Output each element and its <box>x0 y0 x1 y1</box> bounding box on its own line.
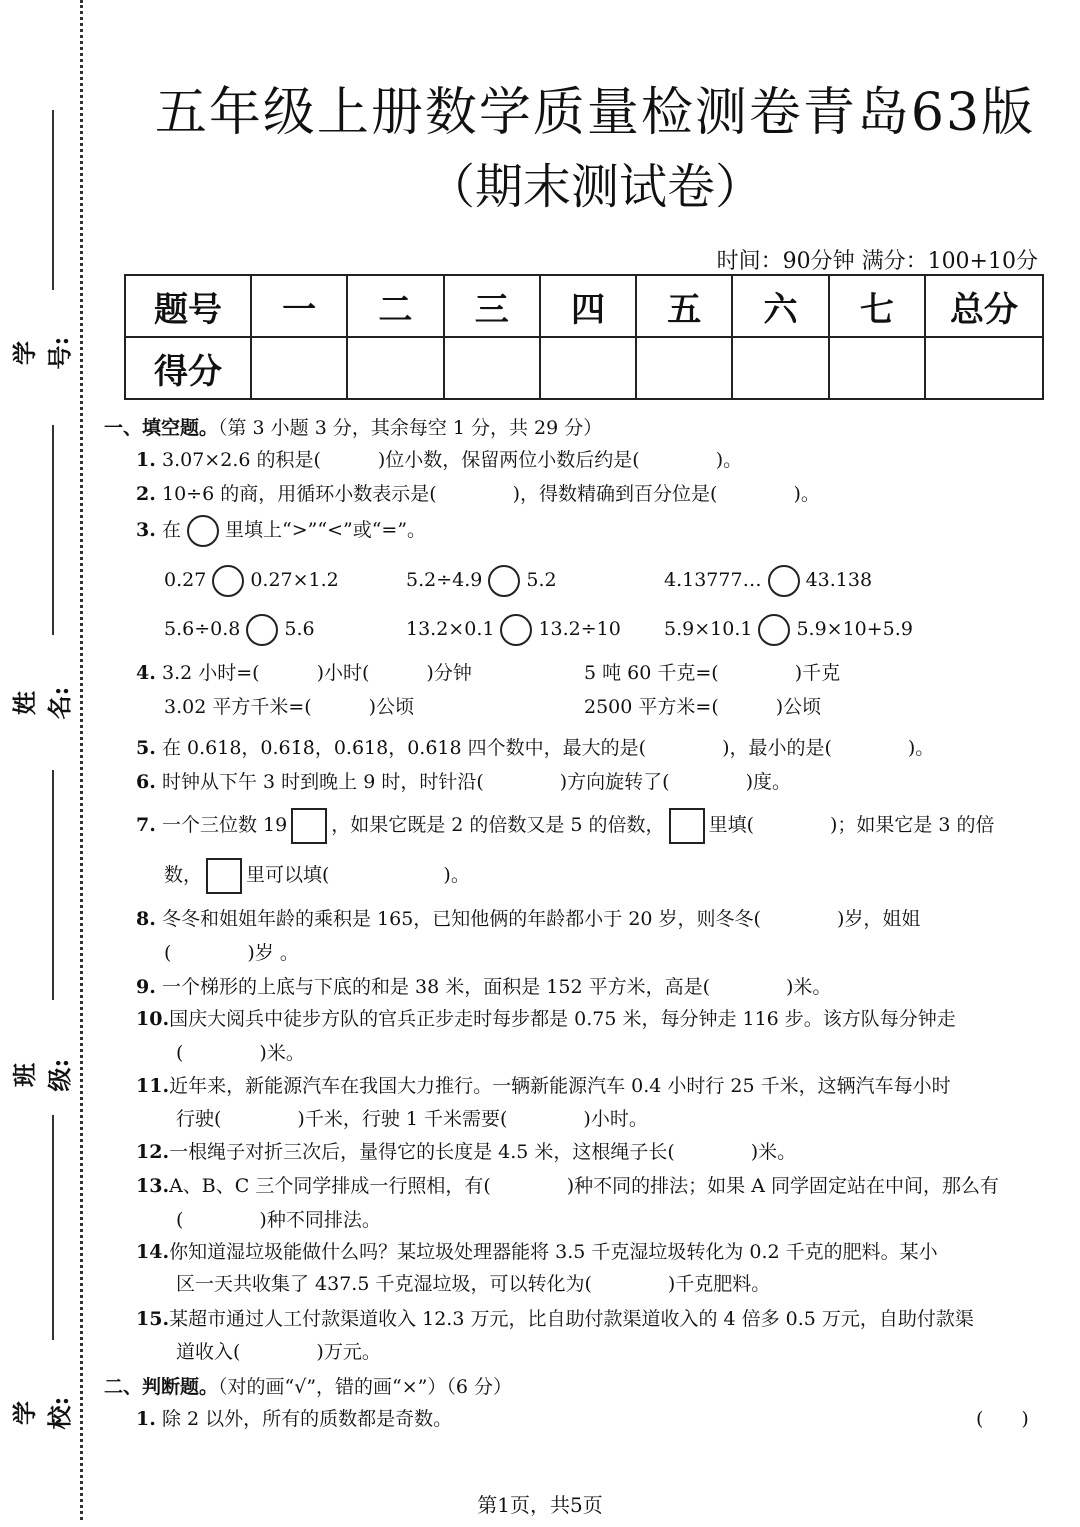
question-number: 1. <box>136 1408 156 1430</box>
compare-item <box>164 565 339 597</box>
class-underline <box>52 770 54 1000</box>
question-text: 里可以填( )。 <box>246 864 470 886</box>
question-text: 你知道湿垃圾能做什么吗？某垃圾处理器能将 3.5 千克湿垃圾转化为 0.2 千克的肥料。某小 <box>169 1241 938 1263</box>
question-1 <box>136 445 742 472</box>
question-15-line2: 道收入( )万元。 <box>176 1341 381 1363</box>
question-text: 近年来，新能源汽车在我国大力推行。一辆新能源汽车 0.4 小时行 25 千米，这辆汽车每小时 <box>169 1075 951 1097</box>
score-header-cell: 六 <box>732 275 828 337</box>
question-number: 3. <box>136 519 156 541</box>
question-12 <box>136 1137 796 1164</box>
question-number: 1. <box>136 449 156 471</box>
question-text: 一个三位数 19 <box>162 814 288 836</box>
question-text: ，如果它既是 2 的倍数又是 5 的倍数， <box>331 814 665 836</box>
compare-left: 4.13777… <box>664 569 762 591</box>
score-cell[interactable] <box>636 337 732 399</box>
question-4-part: 3.02 平方千米=( )公顷 <box>164 696 415 718</box>
question-text: 10÷6 的商，用循环小数表示是( )，得数精确到百分位是( )。 <box>162 483 820 505</box>
school-underline <box>52 1115 54 1340</box>
question-number: 5. <box>136 737 156 759</box>
question-number: 12. <box>136 1141 170 1163</box>
class-label: 班级: <box>10 1058 74 1092</box>
question-13-line2: ( )种不同排法。 <box>176 1209 381 1231</box>
section-1-note: （第 3 小题 3 分，其余每空 1 分，共 29 分） <box>218 417 603 439</box>
score-cell[interactable] <box>347 337 443 399</box>
question-5 <box>136 733 934 760</box>
question-number: 14. <box>136 1241 170 1263</box>
question-text: A、B、C 三个同学排成一行照相，有( )种不同的排法；如果 A 同学固定站在中间，那么有 <box>169 1175 999 1197</box>
compare-item <box>664 614 913 646</box>
question-number: 7. <box>136 814 156 836</box>
question-text: 在 <box>162 519 182 541</box>
question-3 <box>136 515 426 547</box>
question-text: 时钟从下午 3 时到晚上 9 时，时针沿( )方向旋转了( )度。 <box>162 771 791 793</box>
compare-left: 5.9×10.1 <box>664 618 753 640</box>
question-13 <box>136 1171 999 1198</box>
question-10 <box>136 1004 956 1031</box>
question-number: 9. <box>136 976 156 998</box>
question-text: 国庆大阅兵中徒步方队的官兵正步走时每步都是 0.75 米，每分钟走 116 步。该方队每分钟走 <box>169 1008 956 1030</box>
page-footer: 第1页，共5页 <box>477 1493 603 1517</box>
question-number: 15. <box>136 1308 170 1330</box>
compare-item <box>664 565 872 597</box>
question-7 <box>136 808 995 844</box>
question-number: 2. <box>136 483 156 505</box>
compare-circle[interactable] <box>212 565 244 597</box>
student-id-underline <box>52 110 54 290</box>
student-id-label: 学号: <box>10 336 74 370</box>
score-cell[interactable] <box>829 337 925 399</box>
question-number: 10. <box>136 1008 170 1030</box>
question-number: 6. <box>136 771 156 793</box>
question-number: 8. <box>136 908 156 930</box>
compare-left: 13.2×0.1 <box>406 618 495 640</box>
question-4 <box>136 658 472 685</box>
digit-box[interactable] <box>291 808 327 844</box>
question-text: 数， <box>164 864 203 886</box>
answer-paren[interactable]: ( ) <box>976 1408 1029 1430</box>
score-row-label: 得分 <box>125 337 251 399</box>
question-7-line2 <box>164 858 470 894</box>
question-number: 11. <box>136 1075 170 1097</box>
compare-right: 5.9×10+5.9 <box>796 618 913 640</box>
question-text: 里填( )；如果它是 3 的倍 <box>708 814 995 836</box>
question-text: 里填上“>”“<”或“=”。 <box>225 519 427 541</box>
score-cell[interactable] <box>732 337 828 399</box>
score-header-cell: 三 <box>444 275 540 337</box>
compare-item <box>406 565 557 597</box>
question-8 <box>136 904 920 931</box>
compare-left: 5.2÷4.9 <box>406 569 483 591</box>
score-table-header-row <box>125 275 1043 337</box>
compare-circle[interactable] <box>488 565 520 597</box>
digit-box <box>669 808 705 844</box>
question-9 <box>136 972 831 999</box>
compare-circle[interactable] <box>246 614 278 646</box>
question-4-part: 5 吨 60 千克=( )千克 <box>584 662 841 684</box>
question-11 <box>136 1071 951 1098</box>
score-header-cell: 七 <box>829 275 925 337</box>
time-info: 时间：90分钟 满分：100+10分 <box>716 249 1038 274</box>
score-header-cell: 二 <box>347 275 443 337</box>
school-label: 学校: <box>10 1396 74 1430</box>
section-2-note: （对的画“√”，错的画“×”）（6 分） <box>218 1376 513 1398</box>
score-table <box>124 274 1044 400</box>
score-cell[interactable] <box>251 337 347 399</box>
question-text: 一根绳子对折三次后，量得它的长度是 4.5 米，这根绳子长( )米。 <box>169 1141 797 1163</box>
compare-circle <box>187 515 219 547</box>
score-cell[interactable] <box>444 337 540 399</box>
compare-left: 5.6÷0.8 <box>164 618 241 640</box>
compare-right: 5.2 <box>526 569 557 591</box>
compare-right: 13.2÷10 <box>538 618 621 640</box>
question-14 <box>136 1237 938 1264</box>
score-header-cell: 五 <box>636 275 732 337</box>
question-text: 在 0.618，0.61̇8̇，0.6̇18̇，0.6̇18 四个数中，最大的是( )，最小的是( )。 <box>162 737 935 759</box>
score-cell[interactable] <box>540 337 636 399</box>
question-number: 13. <box>136 1175 170 1197</box>
compare-circle[interactable] <box>768 565 800 597</box>
score-cell[interactable] <box>925 337 1043 399</box>
question-11-line2: 行驶( )千米，行驶 1 千米需要( )小时。 <box>176 1108 648 1130</box>
compare-circle[interactable] <box>758 614 790 646</box>
question-2 <box>136 479 820 506</box>
score-header-cell: 四 <box>540 275 636 337</box>
name-label: 姓名: <box>10 686 74 720</box>
binding-dotted-line <box>80 0 83 1520</box>
question-text: 一个梯形的上底与下底的和是 38 米，面积是 152 平方米，高是( )米。 <box>162 976 832 998</box>
question-4-part: 2500 平方米=( )公顷 <box>584 696 822 718</box>
question-10-line2: ( )米。 <box>176 1042 305 1064</box>
question-14-line2: 区一天共收集了 437.5 千克湿垃圾，可以转化为( )千克肥料。 <box>176 1273 771 1295</box>
question-6 <box>136 767 791 794</box>
section-2-heading <box>104 1372 512 1399</box>
compare-right: 5.6 <box>284 618 315 640</box>
compare-left: 0.27 <box>164 569 207 591</box>
section-1-title: 一、填空题。 <box>104 417 219 439</box>
question-number: 4. <box>136 662 156 684</box>
question-text: 3.07×2.6 的积是( )位小数，保留两位小数后约是( )。 <box>162 449 743 471</box>
score-table-score-row <box>125 337 1043 399</box>
judge-question-1 <box>136 1404 452 1431</box>
question-text: 冬冬和姐姐年龄的乘积是 165，已知他俩的年龄都小于 20 岁，则冬冬( )岁，姐姐 <box>162 908 921 930</box>
question-15 <box>136 1304 974 1331</box>
page-title: 五年级上册数学质量检测卷青岛63版 <box>154 83 1036 143</box>
compare-right: 43.138 <box>805 569 873 591</box>
compare-item <box>164 614 315 646</box>
compare-right: 0.27×1.2 <box>250 569 339 591</box>
score-header-cell: 一 <box>251 275 347 337</box>
score-header-cell: 总分 <box>925 275 1043 337</box>
question-text: 3.2 小时=( )小时( )分钟 <box>162 662 472 684</box>
score-header-cell: 题号 <box>125 275 251 337</box>
section-1-heading <box>104 413 602 440</box>
compare-circle[interactable] <box>500 614 532 646</box>
question-text: 某超市通过人工付款渠道收入 12.3 万元，比自助付款渠道收入的 4 倍多 0.5 万元，自助付款渠 <box>169 1308 974 1330</box>
question-text: 除 2 以外，所有的质数都是奇数。 <box>162 1408 453 1430</box>
page-subtitle: （期末测试卷） <box>426 159 763 215</box>
section-2-title: 二、判断题。 <box>104 1376 219 1398</box>
digit-box <box>206 858 242 894</box>
compare-item <box>406 614 621 646</box>
question-8-line2: ( )岁 。 <box>164 942 299 964</box>
name-underline <box>52 425 54 635</box>
